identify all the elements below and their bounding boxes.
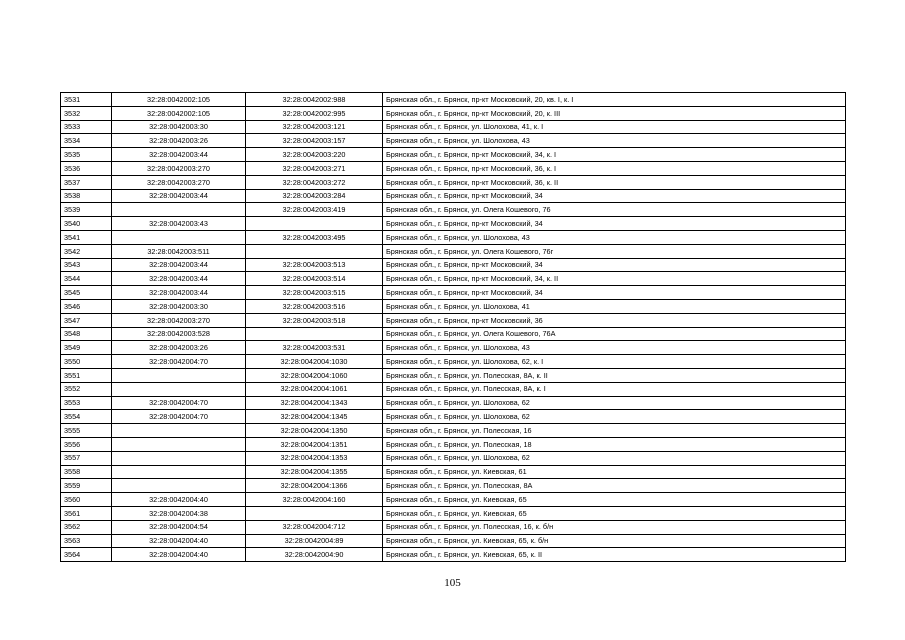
address-cell: Брянская обл., г. Брянск, ул. Полесская, 8А, к. II [383, 368, 846, 382]
address-cell: Брянская обл., г. Брянск, ул. Олега Кошевого, 76 [383, 203, 846, 217]
table-row [61, 313, 846, 327]
object-cadastral-number-cell [246, 327, 383, 341]
parent-cadastral-number-cell [112, 479, 246, 493]
parent-cadastral-number-cell [112, 424, 246, 438]
object-cadastral-number-cell: 32:28:0042003:284 [246, 189, 383, 203]
row-number-cell: 3533 [61, 120, 112, 134]
row-number-cell: 3547 [61, 313, 112, 327]
object-cadastral-number-cell: 32:28:0042004:1351 [246, 437, 383, 451]
table-row [61, 244, 846, 258]
object-cadastral-number-cell: 32:28:0042004:1343 [246, 396, 383, 410]
parent-cadastral-number-cell: 32:28:0042003:43 [112, 217, 246, 231]
parent-cadastral-number-cell: 32:28:0042003:528 [112, 327, 246, 341]
table-row [61, 341, 846, 355]
row-number-cell: 3542 [61, 244, 112, 258]
address-cell: Брянская обл., г. Брянск, пр-кт Московский, 36 [383, 313, 846, 327]
table-row [61, 520, 846, 534]
object-cadastral-number-cell: 32:28:0042004:1060 [246, 368, 383, 382]
table-row [61, 451, 846, 465]
table-row [61, 548, 846, 562]
row-number-cell: 3554 [61, 410, 112, 424]
row-number-cell: 3541 [61, 230, 112, 244]
address-cell: Брянская обл., г. Брянск, ул. Шолохова, 43 [383, 341, 846, 355]
row-number-cell: 3539 [61, 203, 112, 217]
table-row [61, 299, 846, 313]
table-row [61, 493, 846, 507]
address-cell: Брянская обл., г. Брянск, ул. Полесская, 8А [383, 479, 846, 493]
object-cadastral-number-cell: 32:28:0042004:1030 [246, 355, 383, 369]
object-cadastral-number-cell: 32:28:0042003:518 [246, 313, 383, 327]
object-cadastral-number-cell: 32:28:0042003:220 [246, 148, 383, 162]
row-number-cell: 3536 [61, 161, 112, 175]
table-row [61, 230, 846, 244]
object-cadastral-number-cell: 32:28:0042004:1350 [246, 424, 383, 438]
address-cell: Брянская обл., г. Брянск, пр-кт Московский, 20, к. III [383, 106, 846, 120]
table-row [61, 368, 846, 382]
parent-cadastral-number-cell [112, 465, 246, 479]
row-number-cell: 3552 [61, 382, 112, 396]
address-cell: Брянская обл., г. Брянск, ул. Шолохова, 62, к. I [383, 355, 846, 369]
object-cadastral-number-cell: 32:28:0042003:271 [246, 161, 383, 175]
object-cadastral-number-cell: 32:28:0042002:995 [246, 106, 383, 120]
table-row [61, 355, 846, 369]
object-cadastral-number-cell: 32:28:0042004:712 [246, 520, 383, 534]
row-number-cell: 3563 [61, 534, 112, 548]
parent-cadastral-number-cell: 32:28:0042004:54 [112, 520, 246, 534]
parent-cadastral-number-cell: 32:28:0042003:44 [112, 189, 246, 203]
object-cadastral-number-cell: 32:28:0042003:419 [246, 203, 383, 217]
row-number-cell: 3549 [61, 341, 112, 355]
address-cell: Брянская обл., г. Брянск, ул. Киевская, 61 [383, 465, 846, 479]
table-row [61, 534, 846, 548]
parent-cadastral-number-cell [112, 382, 246, 396]
address-cell: Брянская обл., г. Брянск, пр-кт Московский, 34, к. I [383, 148, 846, 162]
address-cell: Брянская обл., г. Брянск, пр-кт Московский, 36, к. II [383, 175, 846, 189]
table-row [61, 382, 846, 396]
table-row [61, 161, 846, 175]
table-row [61, 120, 846, 134]
object-cadastral-number-cell: 32:28:0042003:121 [246, 120, 383, 134]
address-cell: Брянская обл., г. Брянск, пр-кт Московский, 34 [383, 189, 846, 203]
row-number-cell: 3564 [61, 548, 112, 562]
address-cell: Брянская обл., г. Брянск, ул. Шолохова, 41, к. I [383, 120, 846, 134]
row-number-cell: 3540 [61, 217, 112, 231]
table-row [61, 327, 846, 341]
address-cell: Брянская обл., г. Брянск, ул. Полесская, 8А, к. I [383, 382, 846, 396]
address-cell: Брянская обл., г. Брянск, пр-кт Московский, 34 [383, 217, 846, 231]
object-cadastral-number-cell: 32:28:0042004:1061 [246, 382, 383, 396]
table-row [61, 479, 846, 493]
row-number-cell: 3559 [61, 479, 112, 493]
parent-cadastral-number-cell: 32:28:0042003:44 [112, 258, 246, 272]
address-cell: Брянская обл., г. Брянск, ул. Полесская, 18 [383, 437, 846, 451]
row-number-cell: 3544 [61, 272, 112, 286]
object-cadastral-number-cell: 32:28:0042004:1353 [246, 451, 383, 465]
parent-cadastral-number-cell: 32:28:0042002:105 [112, 106, 246, 120]
parent-cadastral-number-cell: 32:28:0042003:270 [112, 175, 246, 189]
address-cell: Брянская обл., г. Брянск, пр-кт Московский, 34 [383, 258, 846, 272]
object-cadastral-number-cell: 32:28:0042003:516 [246, 299, 383, 313]
parent-cadastral-number-cell: 32:28:0042003:30 [112, 299, 246, 313]
table-row [61, 189, 846, 203]
parent-cadastral-number-cell: 32:28:0042004:40 [112, 493, 246, 507]
parent-cadastral-number-cell: 32:28:0042004:70 [112, 410, 246, 424]
table-row [61, 148, 846, 162]
object-cadastral-number-cell: 32:28:0042003:514 [246, 272, 383, 286]
address-cell: Брянская обл., г. Брянск, ул. Киевская, 65 [383, 493, 846, 507]
row-number-cell: 3546 [61, 299, 112, 313]
registry-table [60, 92, 846, 562]
table-row [61, 424, 846, 438]
address-cell: Брянская обл., г. Брянск, ул. Олега Кошевого, 76г [383, 244, 846, 258]
table-row [61, 410, 846, 424]
parent-cadastral-number-cell: 32:28:0042003:44 [112, 286, 246, 300]
row-number-cell: 3553 [61, 396, 112, 410]
table-row [61, 93, 846, 107]
parent-cadastral-number-cell [112, 368, 246, 382]
address-cell: Брянская обл., г. Брянск, ул. Шолохова, 43 [383, 230, 846, 244]
object-cadastral-number-cell [246, 506, 383, 520]
row-number-cell: 3550 [61, 355, 112, 369]
address-cell: Брянская обл., г. Брянск, пр-кт Московский, 36, к. I [383, 161, 846, 175]
address-cell: Брянская обл., г. Брянск, пр-кт Московский, 20, кв. I, к. I [383, 93, 846, 107]
table-row [61, 396, 846, 410]
address-cell: Брянская обл., г. Брянск, ул. Шолохова, 62 [383, 410, 846, 424]
table-row [61, 258, 846, 272]
object-cadastral-number-cell [246, 244, 383, 258]
row-number-cell: 3561 [61, 506, 112, 520]
object-cadastral-number-cell: 32:28:0042003:531 [246, 341, 383, 355]
table-row [61, 106, 846, 120]
parent-cadastral-number-cell: 32:28:0042004:70 [112, 396, 246, 410]
address-cell: Брянская обл., г. Брянск, ул. Полесская, 16, к. б/н [383, 520, 846, 534]
address-cell: Брянская обл., г. Брянск, пр-кт Московский, 34, к. II [383, 272, 846, 286]
parent-cadastral-number-cell: 32:28:0042003:511 [112, 244, 246, 258]
parent-cadastral-number-cell: 32:28:0042002:105 [112, 93, 246, 107]
row-number-cell: 3532 [61, 106, 112, 120]
address-cell: Брянская обл., г. Брянск, ул. Шолохова, 41 [383, 299, 846, 313]
parent-cadastral-number-cell: 32:28:0042004:40 [112, 534, 246, 548]
row-number-cell: 3545 [61, 286, 112, 300]
object-cadastral-number-cell: 32:28:0042003:157 [246, 134, 383, 148]
object-cadastral-number-cell: 32:28:0042003:515 [246, 286, 383, 300]
row-number-cell: 3538 [61, 189, 112, 203]
object-cadastral-number-cell: 32:28:0042002:988 [246, 93, 383, 107]
parent-cadastral-number-cell [112, 230, 246, 244]
object-cadastral-number-cell: 32:28:0042004:160 [246, 493, 383, 507]
table-body [61, 93, 846, 562]
row-number-cell: 3535 [61, 148, 112, 162]
table-row [61, 203, 846, 217]
row-number-cell: 3531 [61, 93, 112, 107]
table-row [61, 465, 846, 479]
object-cadastral-number-cell: 32:28:0042003:513 [246, 258, 383, 272]
parent-cadastral-number-cell: 32:28:0042003:26 [112, 341, 246, 355]
row-number-cell: 3557 [61, 451, 112, 465]
parent-cadastral-number-cell [112, 437, 246, 451]
table-row [61, 134, 846, 148]
table-row [61, 506, 846, 520]
row-number-cell: 3560 [61, 493, 112, 507]
row-number-cell: 3558 [61, 465, 112, 479]
parent-cadastral-number-cell: 32:28:0042003:30 [112, 120, 246, 134]
address-cell: Брянская обл., г. Брянск, ул. Киевская, 65, к. II [383, 548, 846, 562]
row-number-cell: 3543 [61, 258, 112, 272]
object-cadastral-number-cell: 32:28:0042003:495 [246, 230, 383, 244]
address-cell: Брянская обл., г. Брянск, ул. Киевская, 65 [383, 506, 846, 520]
table-row [61, 437, 846, 451]
table-row [61, 272, 846, 286]
parent-cadastral-number-cell [112, 451, 246, 465]
address-cell: Брянская обл., г. Брянск, пр-кт Московский, 34 [383, 286, 846, 300]
address-cell: Брянская обл., г. Брянск, ул. Шолохова, 43 [383, 134, 846, 148]
row-number-cell: 3537 [61, 175, 112, 189]
row-number-cell: 3556 [61, 437, 112, 451]
parent-cadastral-number-cell: 32:28:0042003:270 [112, 313, 246, 327]
object-cadastral-number-cell: 32:28:0042004:1366 [246, 479, 383, 493]
object-cadastral-number-cell: 32:28:0042004:1345 [246, 410, 383, 424]
address-cell: Брянская обл., г. Брянск, ул. Полесская, 16 [383, 424, 846, 438]
parent-cadastral-number-cell: 32:28:0042003:44 [112, 272, 246, 286]
address-cell: Брянская обл., г. Брянск, ул. Шолохова, 62 [383, 451, 846, 465]
row-number-cell: 3548 [61, 327, 112, 341]
table-row [61, 217, 846, 231]
parent-cadastral-number-cell: 32:28:0042004:40 [112, 548, 246, 562]
object-cadastral-number-cell: 32:28:0042004:90 [246, 548, 383, 562]
row-number-cell: 3534 [61, 134, 112, 148]
address-cell: Брянская обл., г. Брянск, ул. Шолохова, 62 [383, 396, 846, 410]
parent-cadastral-number-cell: 32:28:0042004:70 [112, 355, 246, 369]
parent-cadastral-number-cell: 32:28:0042003:44 [112, 148, 246, 162]
table-row [61, 175, 846, 189]
row-number-cell: 3555 [61, 424, 112, 438]
address-cell: Брянская обл., г. Брянск, ул. Олега Кошевого, 76А [383, 327, 846, 341]
page-number: 105 [444, 577, 461, 589]
row-number-cell: 3562 [61, 520, 112, 534]
object-cadastral-number-cell: 32:28:0042004:89 [246, 534, 383, 548]
object-cadastral-number-cell: 32:28:0042004:1355 [246, 465, 383, 479]
parent-cadastral-number-cell: 32:28:0042004:38 [112, 506, 246, 520]
table-row [61, 286, 846, 300]
object-cadastral-number-cell: 32:28:0042003:272 [246, 175, 383, 189]
address-cell: Брянская обл., г. Брянск, ул. Киевская, 65, к. б/н [383, 534, 846, 548]
parent-cadastral-number-cell: 32:28:0042003:270 [112, 161, 246, 175]
parent-cadastral-number-cell: 32:28:0042003:26 [112, 134, 246, 148]
parent-cadastral-number-cell [112, 203, 246, 217]
row-number-cell: 3551 [61, 368, 112, 382]
object-cadastral-number-cell [246, 217, 383, 231]
